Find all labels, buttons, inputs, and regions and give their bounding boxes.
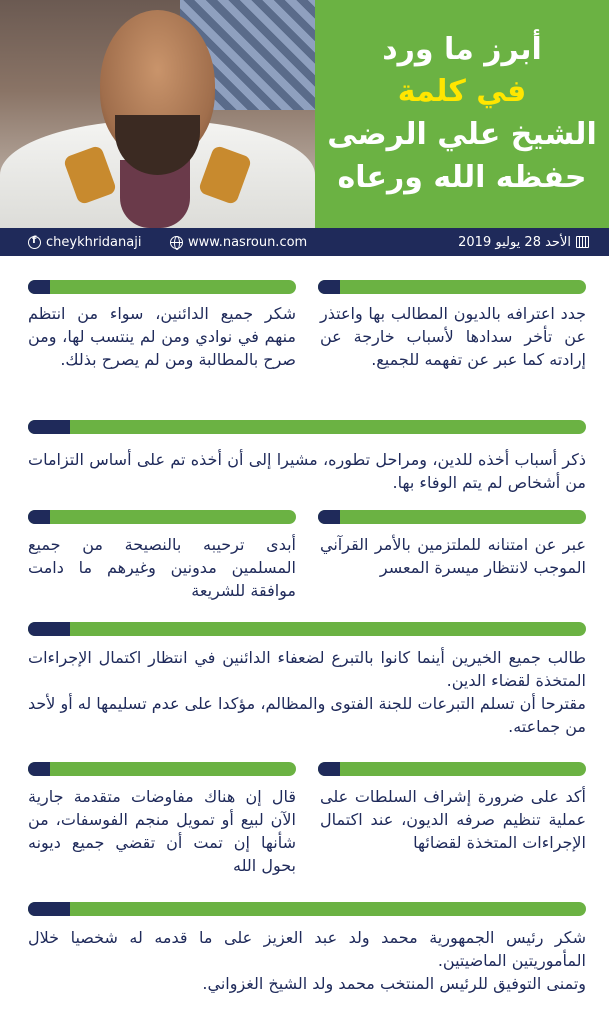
date-display: [458, 228, 589, 256]
point-debt-acknowledgement: جدد اعترافه بالديون المطالب بها واعتذر عن تأخر سدادها لأسباب خارجة عن إرادته كما عبر عن تفهمه للجميع.: [320, 304, 586, 369]
title-box: [315, 0, 609, 228]
divider-bar: [28, 510, 296, 524]
facebook-handle: cheykhridanaji: [46, 234, 142, 250]
point-gratitude-patience: عبر عن امتنانه للملتزمين بالأمر القرآني الموجب لانتظار ميسرة المعسر: [320, 535, 586, 577]
facebook-icon: [28, 236, 41, 249]
divider-bar: [28, 622, 586, 636]
title-line-3: الشيخ علي الرضى: [327, 117, 597, 152]
divider-bar: [28, 280, 296, 294]
speaker-photo: [0, 0, 315, 228]
globe-icon: [170, 236, 183, 249]
point-authority-supervision: أكد على ضرورة إشراف السلطات على عملية تنظيم صرفه الديون، عند اكتمال الإجراءات المتخذة لقضائها: [320, 787, 586, 852]
point-thanks-creditors: شكر جميع الدائنين، سواء من انتظم منهم في نوادي ومن لم ينتسب لها، ومن صرح بالمطالبة ومن لم يصرح بذلك.: [28, 304, 296, 369]
title-line-4: حفظه الله ورعاه: [337, 159, 587, 195]
divider-bar: [318, 762, 586, 776]
divider-bar: [318, 510, 586, 524]
point-thanks-president: شكر رئيس الجمهورية محمد ولد عبد العزيز على ما قدمه له شخصيا خلال المأموريتين الماضيتين. وتمنى التوفيق للرئيس المنتخب محمد ولد الشيخ الغزواني.: [28, 928, 586, 993]
calendar-icon: [576, 236, 589, 248]
divider-bar: [318, 280, 586, 294]
point-phosphate-negotiations: قال إن هناك مفاوضات متقدمة جارية الآن لبيع أو تمويل منجم الفوسفات، من شأنها إن تمت أن تقضي جميع ديونه بحول الله: [28, 787, 296, 875]
point-donations-appeal: طالب جميع الخيرين أينما كانوا بالتبرع لضعفاء الدائنين في انتظار اكتمال الإجراءات المتخذة لقضاء الدين. مقترحا أن تسلم التبرعات للجنة الفتوى والمظالم، مؤكدا على عدم تسليمها له أو لأحد من جماعته.: [28, 648, 586, 736]
date-text: الأحد 28 يوليو 2019: [458, 234, 571, 250]
point-welcome-advice: أبدى ترحيبه بالنصيحة من جميع المسلمين مدونين وغيرهم ما دامت موافقة للشريعة: [28, 535, 296, 600]
point-debt-reasons: ذكر أسباب أخذه للدين، ومراحل تطوره، مشيرا إلى أن أخذه تم على أساس التزامات من أشخاص لم يتم الوفاء بها.: [28, 450, 586, 492]
info-bar: [0, 228, 609, 256]
divider-bar: [28, 902, 586, 916]
website-link[interactable]: [170, 228, 307, 256]
title-line-2: في كلمة: [397, 74, 527, 110]
divider-bar: [28, 762, 296, 776]
divider-bar: [28, 420, 586, 434]
title-line-1: أبرز ما ورد: [382, 31, 542, 67]
website-url: www.nasroun.com: [188, 234, 308, 250]
facebook-link[interactable]: [28, 228, 141, 256]
